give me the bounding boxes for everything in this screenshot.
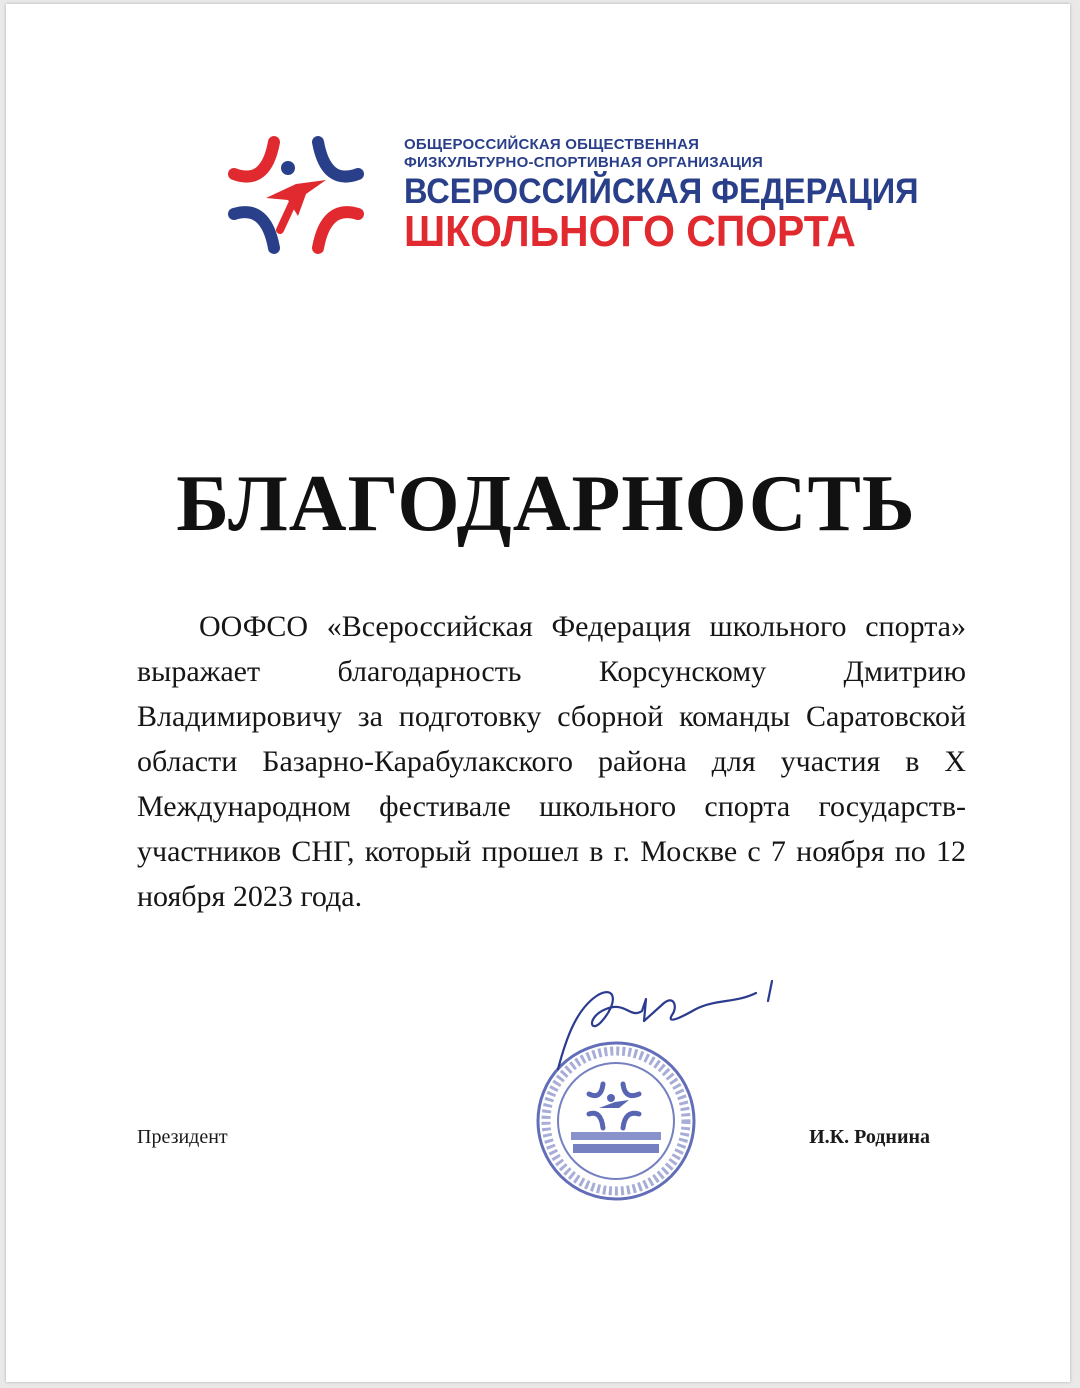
org-name-line2: ФИЗКУЛЬТУРНО-СПОРТИВНАЯ ОРГАНИЗАЦИЯ [404,154,763,171]
handwritten-signature-icon [546,959,786,1079]
org-name-line3: ВСЕРОССИЙСКАЯ ФЕДЕРАЦИЯ [404,172,919,211]
document-page [6,4,1070,1382]
org-name-line4: ШКОЛЬНОГО СПОРТА [404,207,856,256]
signatory-position: Президент [137,1126,228,1148]
federation-emblem-icon [226,134,366,256]
federation-logo [226,134,919,259]
document-title: БЛАГОДАРНОСТЬ [176,460,916,548]
document-body: ООФСО «Всероссийская Федерация школьного спорта» выражает благодарность Корсунскому Дмитрию Владимировичу за подготовку сборной команды Саратовской области Базарно-Карабулакского района для участия в X Международном фестивале школьного спорта государств-участников СНГ, который прошел в г. Москве с 7 ноября по 12 ноября 2023 года. [137,610,966,913]
signatory-name: И.К. Роднина [809,1126,930,1148]
org-name-line1: ОБЩЕРОССИЙСКАЯ ОБЩЕСТВЕННАЯ [404,136,700,153]
